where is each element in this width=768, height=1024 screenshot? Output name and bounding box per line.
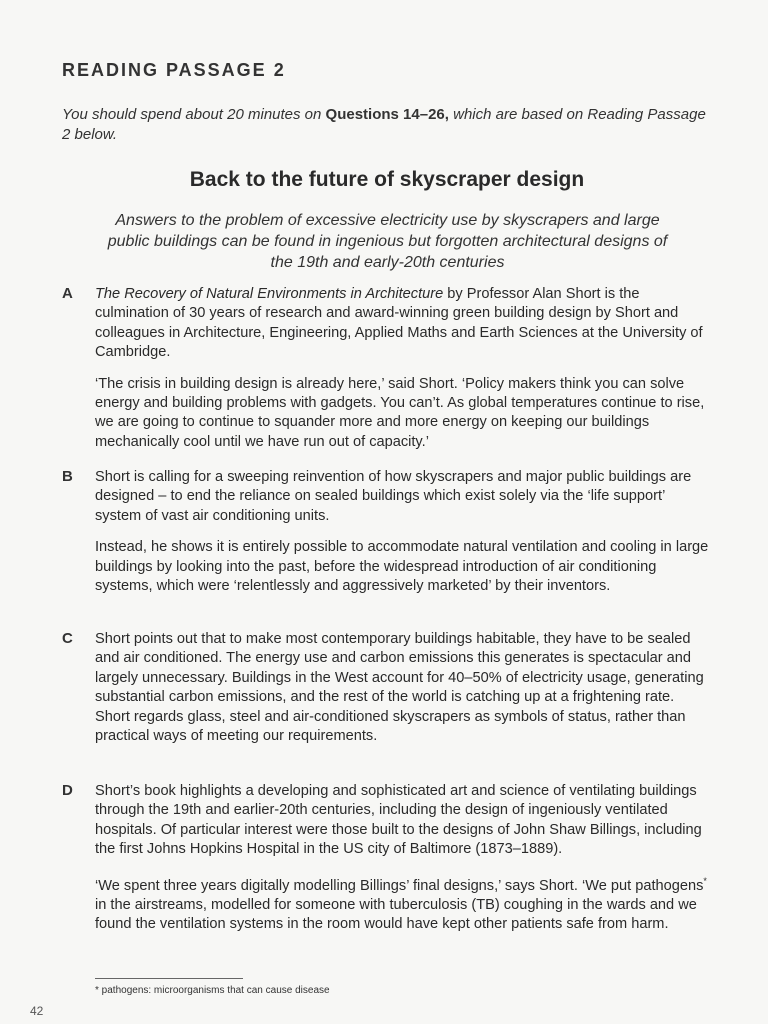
page-number: 42 (30, 1004, 44, 1018)
section-b (62, 468, 712, 608)
article-subtitle: Answers to the problem of excessive electricity use by skyscrapers and large public buildings can be found in ingenious but forgotten architectural designs of the 19th and early-20th centuries (107, 212, 668, 271)
section-paragraphs (95, 468, 710, 596)
article-title: Back to the future of skyscraper design (189, 168, 585, 191)
paragraph: Short is calling for a sweeping reinvention of how skyscrapers and major public buildings are designed – to end the reliance on sealed buildings which exist solely via the ‘life support’ system of vast air conditioning units. (95, 469, 692, 524)
section-paragraphs (95, 782, 710, 935)
footnote-divider (95, 978, 243, 979)
paragraph: Instead, he shows it is entirely possible to accommodate natural ventilation and cooling in large buildings by looking into the past, before the widespread introduction of air conditioning systems, which were ‘relentlessly and aggressively marketed’ by their inventors. (95, 539, 709, 595)
section-letter: B (62, 468, 73, 485)
paragraph-text: ‘We spent three years digitally modelling Billings’ final designs,’ says Short. ‘We put pathogens (95, 877, 704, 894)
section-c (62, 630, 712, 758)
section-paragraphs (95, 630, 710, 746)
paragraph (95, 285, 710, 363)
passage-heading: READING PASSAGE 2 (62, 60, 286, 80)
book-title: The Recovery of Natural Environments in Architecture (95, 286, 444, 302)
paragraph (95, 872, 710, 935)
paragraph-text: by Professor Alan Short is the culmination of 30 years of research and award-winning green building design by Short and colleagues in Architecture, Engineering, Applied Maths and Earth Sciences at the University of Cambridge. (95, 286, 703, 361)
section-letter: A (62, 285, 73, 302)
section-d (62, 782, 712, 947)
section-a (62, 285, 712, 464)
paragraph: Short points out that to make most contemporary buildings habitable, they have to be sealed and air conditioned. The energy use and carbon emissions this generates is spectacular and largely unnecessary. Buildings in the West account for 40–50% of electricity usage, generating substantial carbon emissions, and the rest of the world is catching up at a frightening rate. Short regards glass, steel and air-conditioned skyscrapers as symbols of status, rather than practical ways of meeting our requirements. (95, 631, 704, 745)
footnote: * pathogens: microorganisms that can cause disease (95, 985, 330, 996)
paragraph: Short’s book highlights a developing and sophisticated art and science of ventilating buildings through the 19th and earlier-20th centuries, including the design of ingeniously ventilated hospitals. Of particular interest were those built to the designs of John Shaw Billings, including the first Johns Hopkins Hospital in the US city of Baltimore (1873–1889). (95, 783, 702, 858)
instructions (62, 105, 712, 145)
paragraph-text: in the airstreams, modelled for someone with tuberculosis (TB) coughing in the wards and we found the ventilation systems in the room would have kept other patients safe from harm. (95, 896, 697, 933)
section-letter: D (62, 782, 73, 799)
footnote-marker: * (703, 875, 707, 886)
section-paragraphs (95, 285, 710, 452)
instructions-questions: Questions 14–26, (325, 106, 449, 123)
instructions-suffix: which are based on Reading Passage 2 below. (62, 106, 706, 143)
paragraph: ‘The crisis in building design is already here,’ said Short. ‘Policy makers think you can solve energy and building problems with gadgets. You can’t. As global temperatures continue to rise, we are going to continue to squander more and more energy on keeping our buildings mechanically cool until we have run out of capacity.’ (95, 375, 705, 450)
instructions-prefix: You should spend about 20 minutes on (62, 106, 326, 123)
section-letter: C (62, 630, 73, 647)
